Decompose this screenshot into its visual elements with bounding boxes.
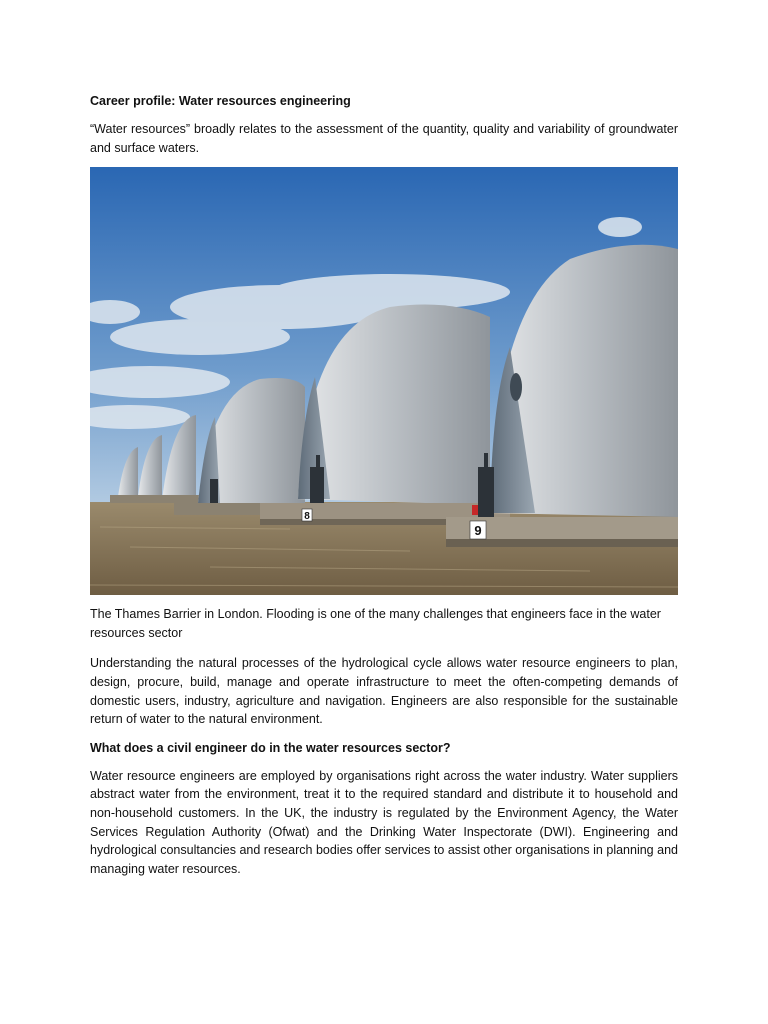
employment-paragraph: Water resource engineers are employed by organisations right across the water industry. Water suppliers abstract water from the environment, treat it to the required standard and distribute it to household and non-household customers. In the UK, the industry is regulated by the Environment Agency, the Water Services Regulation Authority (Ofwat) and the Drinking Water Inspectorate (DWI). Engineering and hydrological consultancies and research bodies offer services to assist other organisations in planning and managing water resources. xyxy=(90,768,678,876)
document-heading: Career profile: Water resources engineering xyxy=(90,94,351,108)
intro-paragraph: “Water resources” broadly relates to the assessment of the quantity, quality and variability of groundwater and surface waters. xyxy=(90,122,678,155)
section-subheading: What does a civil engineer do in the water resources sector? xyxy=(90,740,451,755)
gate-label-8: 8 xyxy=(304,511,310,523)
hydrological-paragraph: Understanding the natural processes of the hydrological cycle allows water resource engineers to plan, design, procure, build, manage and operate infrastructure to meet the often-competing demands of domestic users, industry, agriculture and navigation. Engineers are also responsible for the sustainable return of water to the natural environment. xyxy=(90,656,678,727)
photo-caption: The Thames Barrier in London. Flooding is one of the many challenges that engineers face in the water resources sector xyxy=(90,607,661,640)
thames-barrier-photo xyxy=(90,167,678,595)
gate-label-9: 9 xyxy=(474,523,482,539)
document-page xyxy=(90,92,678,888)
